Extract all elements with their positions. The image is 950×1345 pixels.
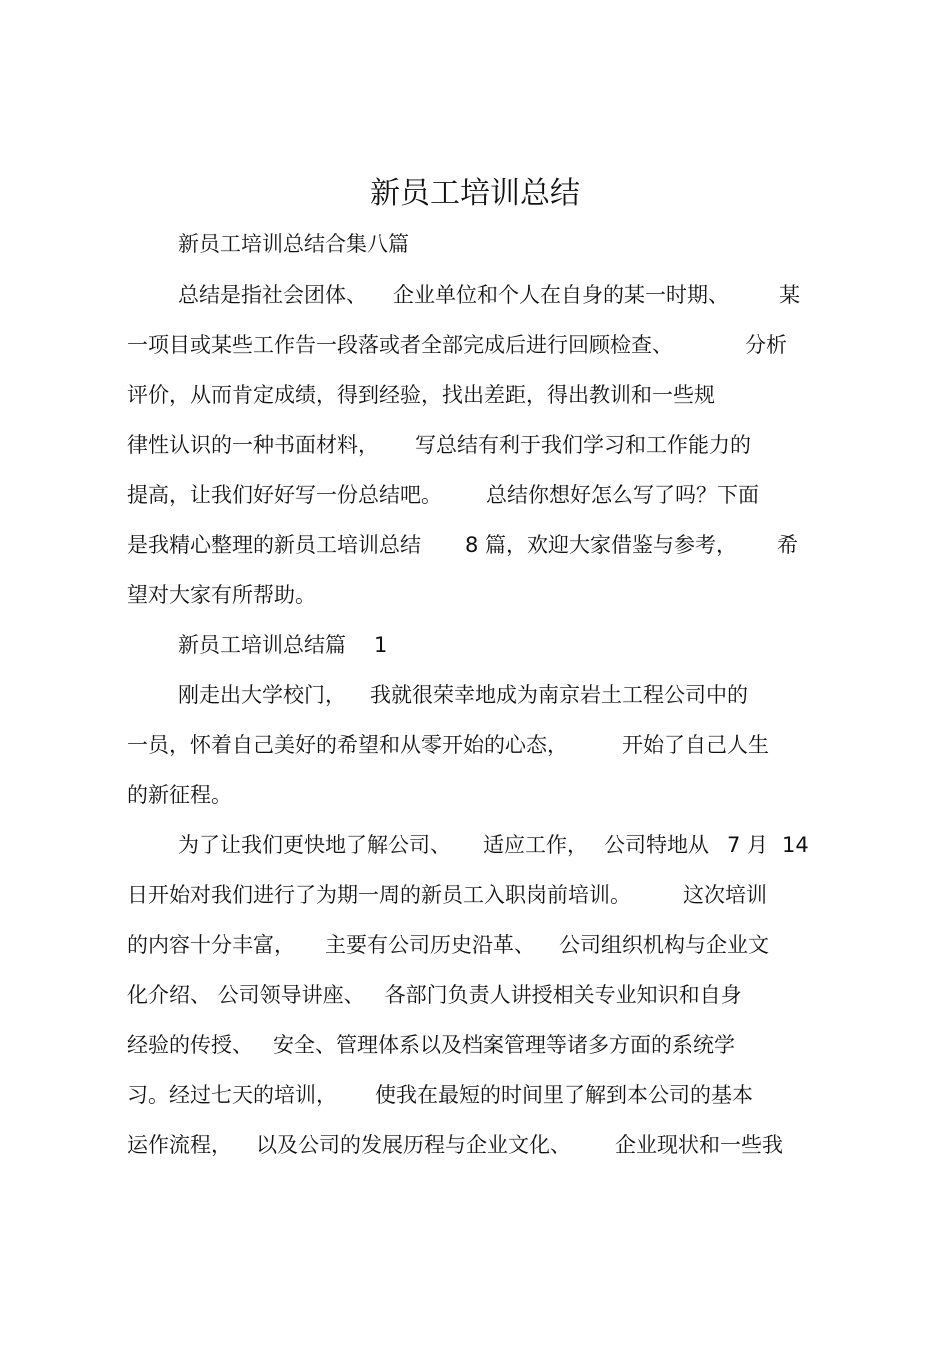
para2-line-3	[127, 930, 769, 960]
text-segment: 日开始对我们进行了为期一周的新员工入职岗前培训。	[127, 883, 631, 907]
text-segment: 这次培训	[683, 883, 767, 907]
text-segment: 是我精心整理的新员工培训总结	[127, 533, 421, 557]
para2-line-5	[127, 1030, 735, 1060]
text-segment: 各部门负责人讲授相关专业知识和自身	[384, 983, 742, 1007]
text-segment: 主要有公司历史沿革、	[325, 933, 535, 957]
text-segment: 14	[782, 833, 809, 857]
text-segment: 一员，怀着自己美好的希望和从零开始的心态，	[127, 733, 568, 757]
para1-line-3	[127, 780, 232, 810]
para1-line-1	[178, 680, 748, 710]
text-segment: 7 月	[727, 833, 769, 857]
section-heading-number: 1	[374, 633, 388, 657]
intro-line-2	[127, 330, 787, 360]
text-segment: 希	[777, 533, 799, 557]
text-segment: 我就很荣幸地成为南京岩土工程公司中的	[370, 683, 748, 707]
subtitle-text: 新员工培训总结合集八篇	[178, 232, 409, 256]
para2-line-2	[127, 880, 767, 910]
text-segment: 提高，让我们好好写一份总结吧。	[127, 483, 442, 507]
text-segment: 的内容十分丰富，	[127, 933, 295, 957]
text-segment: 一项目或某些工作告一段落或者全部完成后进行回顾检查、	[127, 333, 673, 357]
para2-line-6	[127, 1080, 753, 1110]
text-segment: 经验的传授、	[127, 1033, 253, 1057]
text-segment: 8 篇，欢迎大家借鉴与参考，	[465, 533, 738, 557]
text-segment: 企业现状和一些我	[615, 1133, 783, 1157]
intro-line-7	[127, 580, 316, 610]
text-segment: 分析	[745, 333, 787, 357]
para2-line-4	[127, 980, 742, 1010]
text-segment: 公司特地从	[604, 833, 709, 857]
subtitle-line	[178, 229, 409, 259]
text-segment: 某	[779, 283, 800, 307]
text-segment: 公司组织机构与企业文	[559, 933, 769, 957]
text-segment: 以及公司的发展历程与企业文化、	[256, 1133, 571, 1157]
intro-line-4	[127, 430, 751, 460]
text-segment: 刚走出大学校门，	[178, 683, 346, 707]
text-segment: 写总结有利于我们学习和工作能力的	[415, 433, 751, 457]
text-segment: 适应工作，	[483, 833, 588, 857]
intro-line-6	[127, 530, 798, 560]
text-segment: 安全、管理体系以及档案管理等诸多方面的系统学	[273, 1033, 735, 1057]
text-segment: 开始了自己人生	[622, 733, 769, 757]
text-segment: 总结你想好怎么写了吗？下面	[486, 483, 759, 507]
text-segment: 使我在最短的时间里了解到本公司的基本	[375, 1083, 753, 1107]
para2-line-1	[178, 830, 809, 860]
text-segment: 企业单位和个人在自身的某一时期、	[393, 283, 729, 307]
text-segment: 的新征程。	[127, 783, 232, 807]
text-segment: 律性认识的一种书面材料，	[127, 433, 379, 457]
text-segment: 运作流程，	[127, 1133, 232, 1157]
text-segment: 评价，从而肯定成绩，得到经验，找出差距，得出教训和一些规	[127, 383, 715, 407]
text-segment: 总结是指社会团体、	[178, 283, 367, 307]
text-segment: 望对大家有所帮助。	[127, 583, 316, 607]
para1-line-2	[127, 730, 769, 760]
text-segment: 习。经过七天的培训，	[127, 1083, 337, 1107]
section-heading	[178, 630, 387, 660]
document-title: 新员工培训总结	[370, 176, 580, 211]
intro-line-5	[127, 480, 759, 510]
intro-line-3	[127, 380, 715, 410]
section-heading-text: 新员工培训总结篇	[178, 633, 346, 657]
text-segment: 为了让我们更快地了解公司、	[178, 833, 451, 857]
para2-line-7	[127, 1130, 783, 1160]
text-segment: 化介绍、 公司领导讲座、	[127, 983, 365, 1007]
intro-line-1	[178, 280, 800, 310]
